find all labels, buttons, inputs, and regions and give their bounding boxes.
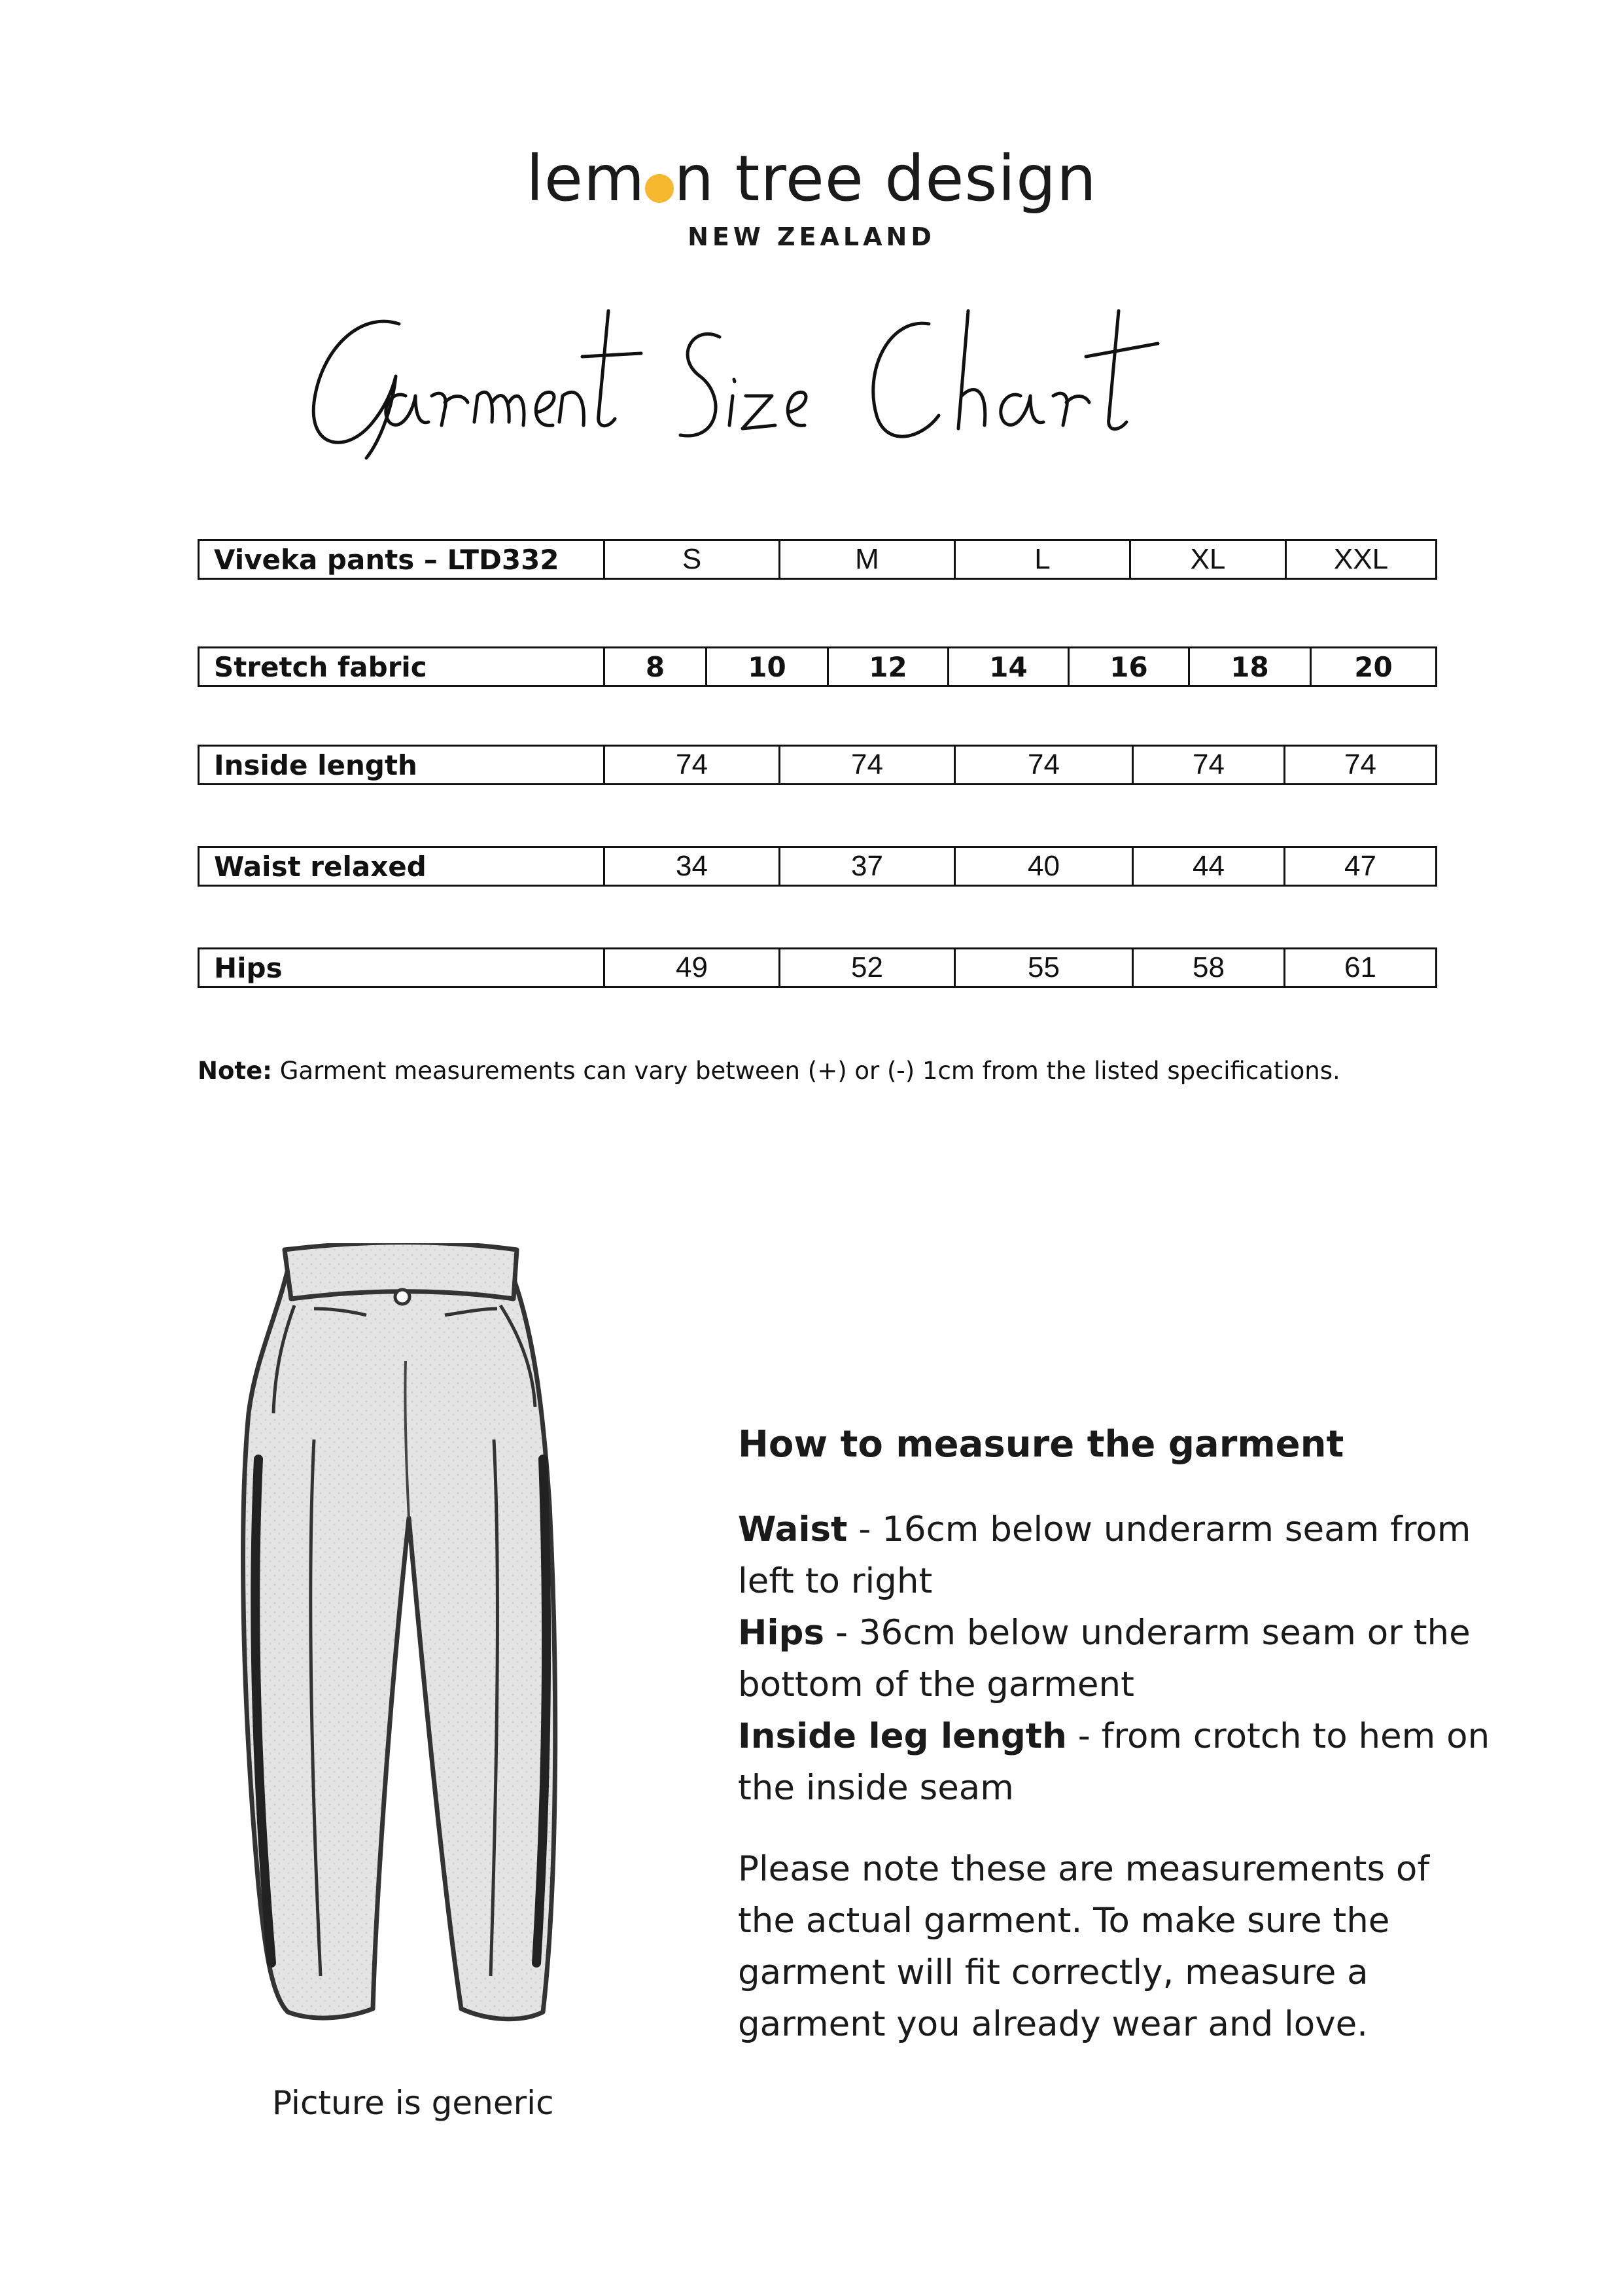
size-cell: L: [955, 540, 1130, 579]
table-row: [199, 847, 1437, 886]
brand-logo: [0, 142, 1623, 215]
fabric-size-cell: 12: [828, 648, 949, 686]
fabric-size-cell: 20: [1311, 648, 1437, 686]
value-cell: 55: [955, 949, 1133, 987]
table-row: [199, 540, 1437, 579]
value-cell: 34: [604, 847, 780, 886]
value-cell: 74: [1133, 746, 1285, 785]
value-cell: 74: [604, 746, 780, 785]
hips-table: [198, 947, 1437, 988]
page-title-script: [301, 298, 1374, 468]
how-to-text: - 36cm below underarm seam or the bottom of the garment: [738, 1613, 1471, 1704]
how-to-term: Waist: [738, 1510, 848, 1549]
table-row: [199, 648, 1437, 686]
how-to-text: - from crotch to hem on the inside seam: [738, 1716, 1490, 1808]
fabric-size-cell: 10: [707, 648, 828, 686]
size-cell: S: [604, 540, 780, 579]
value-cell: 49: [604, 949, 780, 987]
how-to-closing: Please note these are measurements of the actual garment. To make sure the garment will fit correctly, measure a garment you already wear and love.: [738, 1849, 1429, 2044]
value-cell: 74: [955, 746, 1133, 785]
measurement-note: [198, 1057, 1340, 1085]
inside-length-table: [198, 745, 1437, 785]
table-row: [199, 746, 1437, 785]
value-cell: 44: [1133, 847, 1285, 886]
how-to-item-inside-leg: [738, 1710, 1490, 1814]
value-cell: 37: [780, 847, 955, 886]
size-cell: XXL: [1286, 540, 1437, 579]
how-to-heading: How to measure the garment: [738, 1423, 1344, 1466]
how-to-term: Inside leg length: [738, 1716, 1067, 1756]
how-to-text: - 16cm below underarm seam from left to right: [738, 1510, 1471, 1601]
value-cell: 74: [780, 746, 955, 785]
value-cell: 74: [1285, 746, 1437, 785]
lemon-icon: [645, 174, 674, 203]
row-label: Waist relaxed: [199, 847, 604, 886]
fabric-size-cell: 8: [604, 648, 707, 686]
brand-country: NEW ZEALAND: [688, 222, 935, 251]
size-cell: M: [780, 540, 955, 579]
product-name: Viveka pants – LTD332: [199, 540, 604, 579]
row-label: Inside length: [199, 746, 604, 785]
value-cell: 47: [1285, 847, 1437, 886]
value-cell: 52: [780, 949, 955, 987]
table-row: [199, 949, 1437, 987]
row-label: Hips: [199, 949, 604, 987]
fabric-size-cell: 16: [1069, 648, 1189, 686]
brand-name-part1: lem: [526, 142, 646, 215]
fabric-size-cell: 14: [949, 648, 1069, 686]
how-to-measure-section: [738, 1423, 1490, 2050]
value-cell: 61: [1285, 949, 1437, 987]
brand-name-part2: n tree design: [674, 142, 1097, 215]
how-to-term: Hips: [738, 1613, 825, 1653]
how-to-item-hips: [738, 1607, 1490, 1710]
illustration-caption: Picture is generic: [272, 2084, 554, 2122]
size-header-table: [198, 539, 1437, 580]
note-text: Garment measurements can vary between (+) or (-) 1cm from the listed specifications.: [271, 1057, 1340, 1085]
stretch-fabric-table: [198, 646, 1437, 687]
waist-relaxed-table: [198, 846, 1437, 887]
value-cell: 58: [1133, 949, 1285, 987]
pants-icon: [236, 1243, 576, 2041]
how-to-item-waist: [738, 1504, 1490, 1607]
note-label: Note:: [198, 1057, 272, 1085]
size-cell: XL: [1130, 540, 1286, 579]
row-label: Stretch fabric: [199, 648, 604, 686]
fabric-size-cell: 18: [1189, 648, 1311, 686]
value-cell: 40: [955, 847, 1133, 886]
